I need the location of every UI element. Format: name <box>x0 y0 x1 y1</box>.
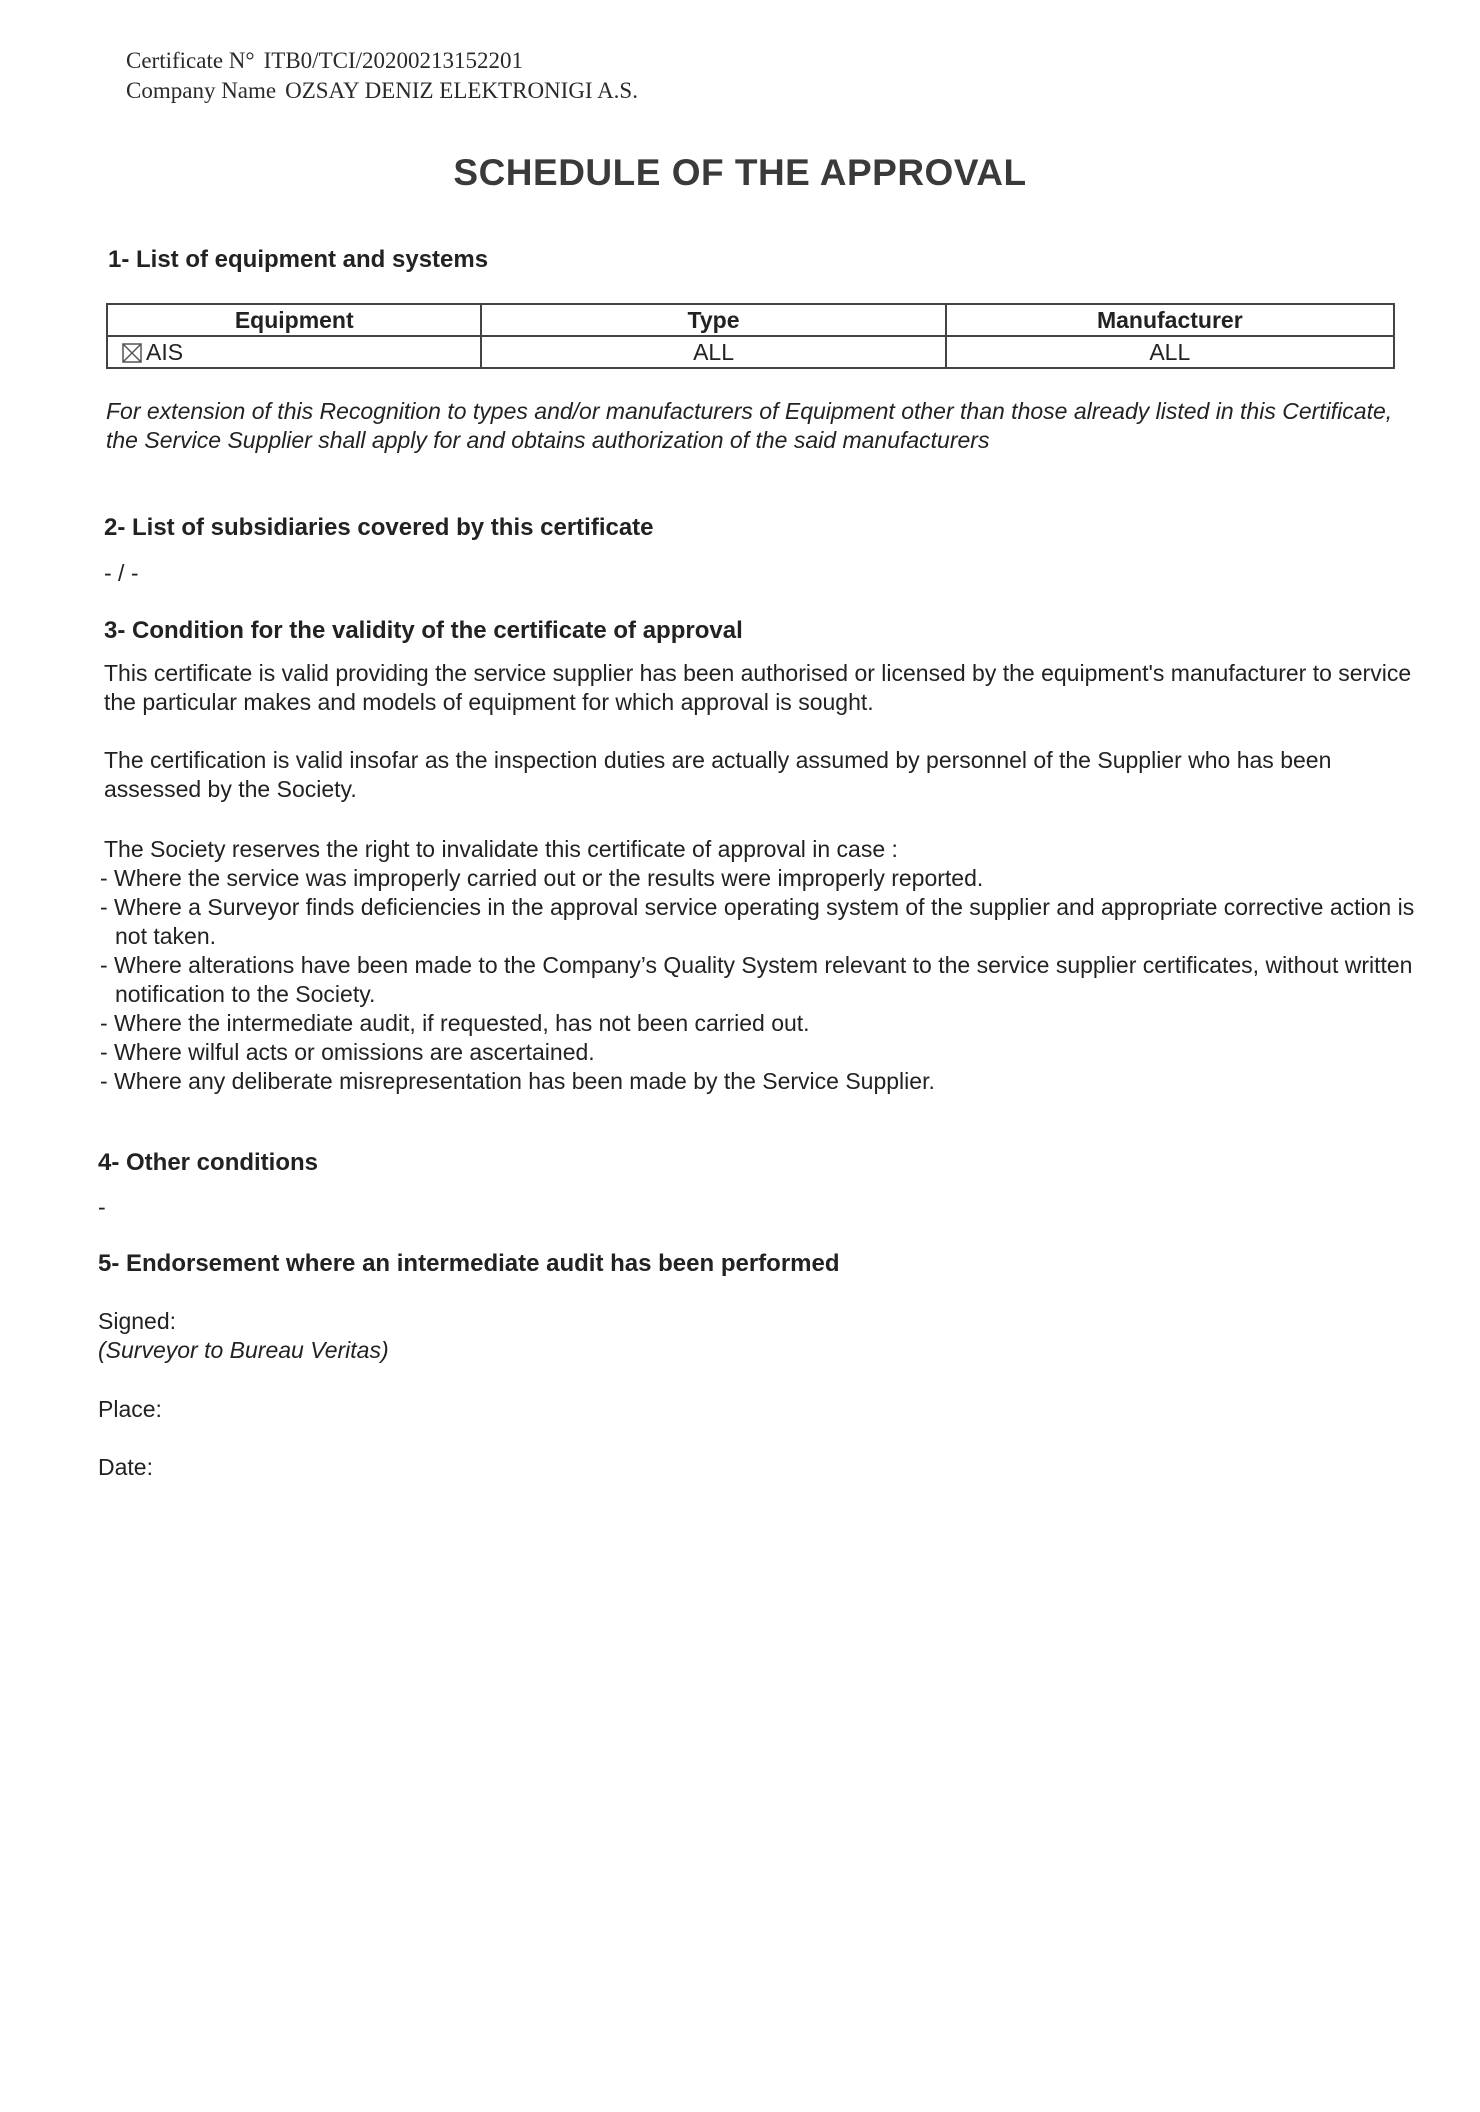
section-5-heading: 5- Endorsement where an intermediate audit has been performed <box>98 1250 840 1277</box>
company-name: OZSAY DENIZ ELEKTRONIGI A.S. <box>285 78 638 103</box>
equipment-table-header <box>107 304 1394 336</box>
validity-paragraph-1: This certificate is valid providing the service supplier has been authorised or licensed by the equipment's manufacturer to service the particular makes and models of equipment for which approval is sought. <box>104 660 1412 715</box>
list-item: - Where a Surveyor finds deficiencies in the approval service operating system of the supplier and appropriate corrective action is not taken. <box>100 894 1415 949</box>
manufacturer-cell: ALL <box>946 336 1394 368</box>
validity-paragraph-2: The certification is valid insofar as the inspection duties are actually assumed by personnel of the Supplier who has been assessed by the Society. <box>104 747 1332 802</box>
table-row <box>107 336 1394 368</box>
checked-box-icon <box>122 343 142 363</box>
section-3-heading: 3- Condition for the validity of the certificate of approval <box>104 617 743 644</box>
signed-label: Signed: <box>98 1308 177 1334</box>
list-item: - Where the service was improperly carried out or the results were improperly reported. <box>100 865 984 891</box>
section-4-heading: 4- Other conditions <box>98 1149 319 1176</box>
document-title: SCHEDULE OF THE APPROVAL <box>453 152 1027 193</box>
type-cell: ALL <box>481 336 945 368</box>
equipment-column-header: Equipment <box>107 304 481 336</box>
certificate-number: ITB0/TCI/20200213152201 <box>263 48 524 73</box>
manufacturer-column-header: Manufacturer <box>946 304 1394 336</box>
section-2-heading: 2- List of subsidiaries covered by this certificate <box>104 514 654 541</box>
equipment-name: AIS <box>146 339 184 365</box>
equipment-table <box>106 303 1395 369</box>
invalidation-intro: The Society reserves the right to invalidate this certificate of approval in case : <box>104 836 898 862</box>
certificate-number-line <box>126 48 523 74</box>
other-conditions-content: - <box>98 1194 106 1220</box>
invalidation-conditions-list <box>100 864 1420 1096</box>
company-label: Company Name <box>126 78 277 103</box>
list-item: - Where wilful acts or omissions are ascertained. <box>100 1039 595 1065</box>
company-name-line <box>126 78 638 104</box>
extension-note: For extension of this Recognition to types and/or manufacturers of Equipment other than those already listed in this Certificate, the Service Supplier shall apply for and obtains authorization of the said manufacturers <box>106 398 1393 453</box>
subsidiaries-content: - / - <box>104 560 139 586</box>
equipment-cell <box>107 336 481 368</box>
list-item: - Where alterations have been made to the Company’s Quality System relevant to the service supplier certificates, without written notification to the Society. <box>100 952 1413 1007</box>
date-label: Date: <box>98 1454 153 1480</box>
place-label: Place: <box>98 1396 162 1422</box>
section-1-heading: 1- List of equipment and systems <box>108 246 489 273</box>
list-item: - Where any deliberate misrepresentation has been made by the Service Supplier. <box>100 1068 935 1094</box>
surveyor-note: (Surveyor to Bureau Veritas) <box>98 1337 389 1363</box>
type-column-header: Type <box>481 304 945 336</box>
certificate-label: Certificate N° <box>126 48 255 73</box>
list-item: - Where the intermediate audit, if requested, has not been carried out. <box>100 1010 810 1036</box>
